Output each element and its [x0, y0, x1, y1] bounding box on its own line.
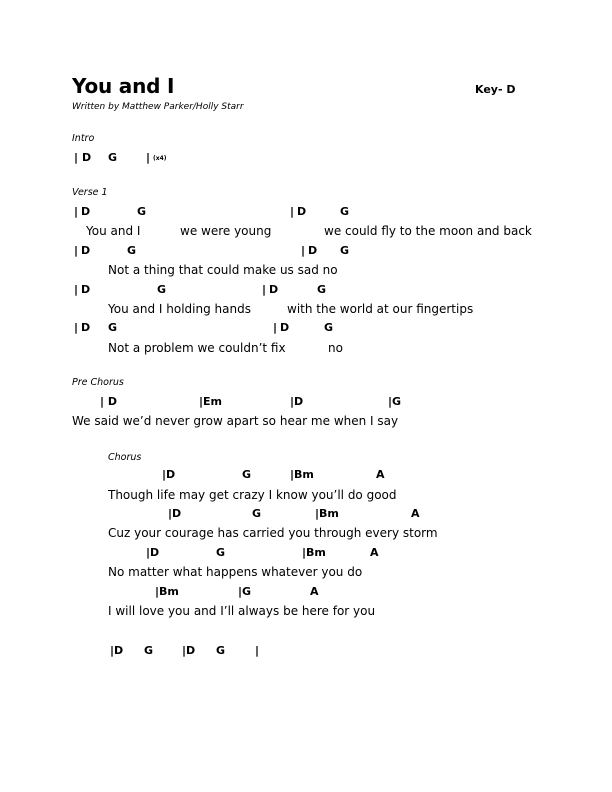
chord-g: G: [340, 205, 350, 218]
chord-d: D: [82, 151, 92, 164]
chord: |Em: [199, 395, 222, 408]
chord: G: [252, 507, 262, 520]
chord-bar: |: [255, 644, 260, 657]
chord-bar: |: [74, 151, 79, 164]
songwriter-credit: Written by Matthew Parker/Holly Starr: [72, 102, 244, 112]
chord-d: D: [81, 321, 91, 334]
chord-d: D: [81, 283, 91, 296]
chord: | D: [100, 395, 117, 408]
chord-d: D: [280, 321, 290, 334]
lyric-line: No matter what happens whatever you do: [108, 565, 363, 579]
chord: G: [242, 468, 252, 481]
chord: |Bm: [315, 507, 339, 520]
section-label-chorus: Chorus: [108, 452, 142, 463]
chord-bar: |: [74, 205, 79, 218]
lyric-line: Not a thing that could make us sad no: [108, 263, 338, 277]
chord: |D: [182, 644, 196, 657]
chord-g: G: [324, 321, 334, 334]
lyric-line: You and I holding hands: [108, 302, 251, 316]
lyric-line: we were young: [180, 224, 272, 238]
chord: A: [310, 585, 319, 598]
section-label-verse: Verse 1: [72, 187, 108, 198]
lyric-line: Not a problem we couldn’t fix: [108, 341, 286, 355]
chord: G: [144, 644, 154, 657]
lyric-line: We said we’d never grow apart so hear me when I say: [72, 414, 399, 428]
chord-g: G: [317, 283, 327, 296]
chord-bar: |: [301, 244, 306, 257]
chord: |D: [290, 395, 304, 408]
lyric-line: You and I: [86, 224, 141, 238]
chord: A: [370, 546, 379, 559]
chord-bar: |: [146, 151, 151, 164]
chord-bar: |: [262, 283, 267, 296]
chord: |D: [162, 468, 176, 481]
chord: |D: [146, 546, 160, 559]
chord-d: D: [81, 244, 91, 257]
section-label-prechorus: Pre Chorus: [72, 377, 124, 388]
chord: A: [376, 468, 385, 481]
chord: |Bm: [155, 585, 179, 598]
chord: G: [216, 546, 226, 559]
chord-g: G: [108, 321, 118, 334]
chord-g: G: [108, 151, 118, 164]
chord: |D: [110, 644, 124, 657]
chord: |Bm: [290, 468, 314, 481]
chord-d: D: [308, 244, 318, 257]
chord-bar: |: [74, 283, 79, 296]
chord: G: [216, 644, 226, 657]
song-key: Key- D: [475, 83, 516, 96]
section-label-intro: Intro: [72, 133, 95, 144]
chord-g: G: [157, 283, 167, 296]
chord-bar: |: [74, 244, 79, 257]
chord: |G: [388, 395, 402, 408]
chord-g: G: [137, 205, 147, 218]
chord-bar: |: [290, 205, 295, 218]
chord: |Bm: [302, 546, 326, 559]
chord-d: D: [81, 205, 91, 218]
lyric-line: Cuz your courage has carried you through every storm: [108, 526, 438, 540]
chord: |G: [238, 585, 252, 598]
lyric-line: Though life may get crazy I know you’ll do good: [108, 488, 397, 502]
repeat-count: (x4): [153, 155, 167, 162]
chord-d: D: [269, 283, 279, 296]
chord-g: G: [340, 244, 350, 257]
lyric-line: I will love you and I’ll always be here for you: [108, 604, 376, 618]
chord: |D: [168, 507, 182, 520]
lyric-line: with the world at our fingertips: [287, 302, 474, 316]
lyric-line: we could fly to the moon and back: [324, 224, 532, 238]
chord-bar: |: [273, 321, 278, 334]
chord-bar: |: [74, 321, 79, 334]
chord-g: G: [127, 244, 137, 257]
chord: A: [411, 507, 420, 520]
song-title: You and I: [72, 74, 175, 98]
lyric-line: no: [328, 341, 343, 355]
chord-d: D: [297, 205, 307, 218]
